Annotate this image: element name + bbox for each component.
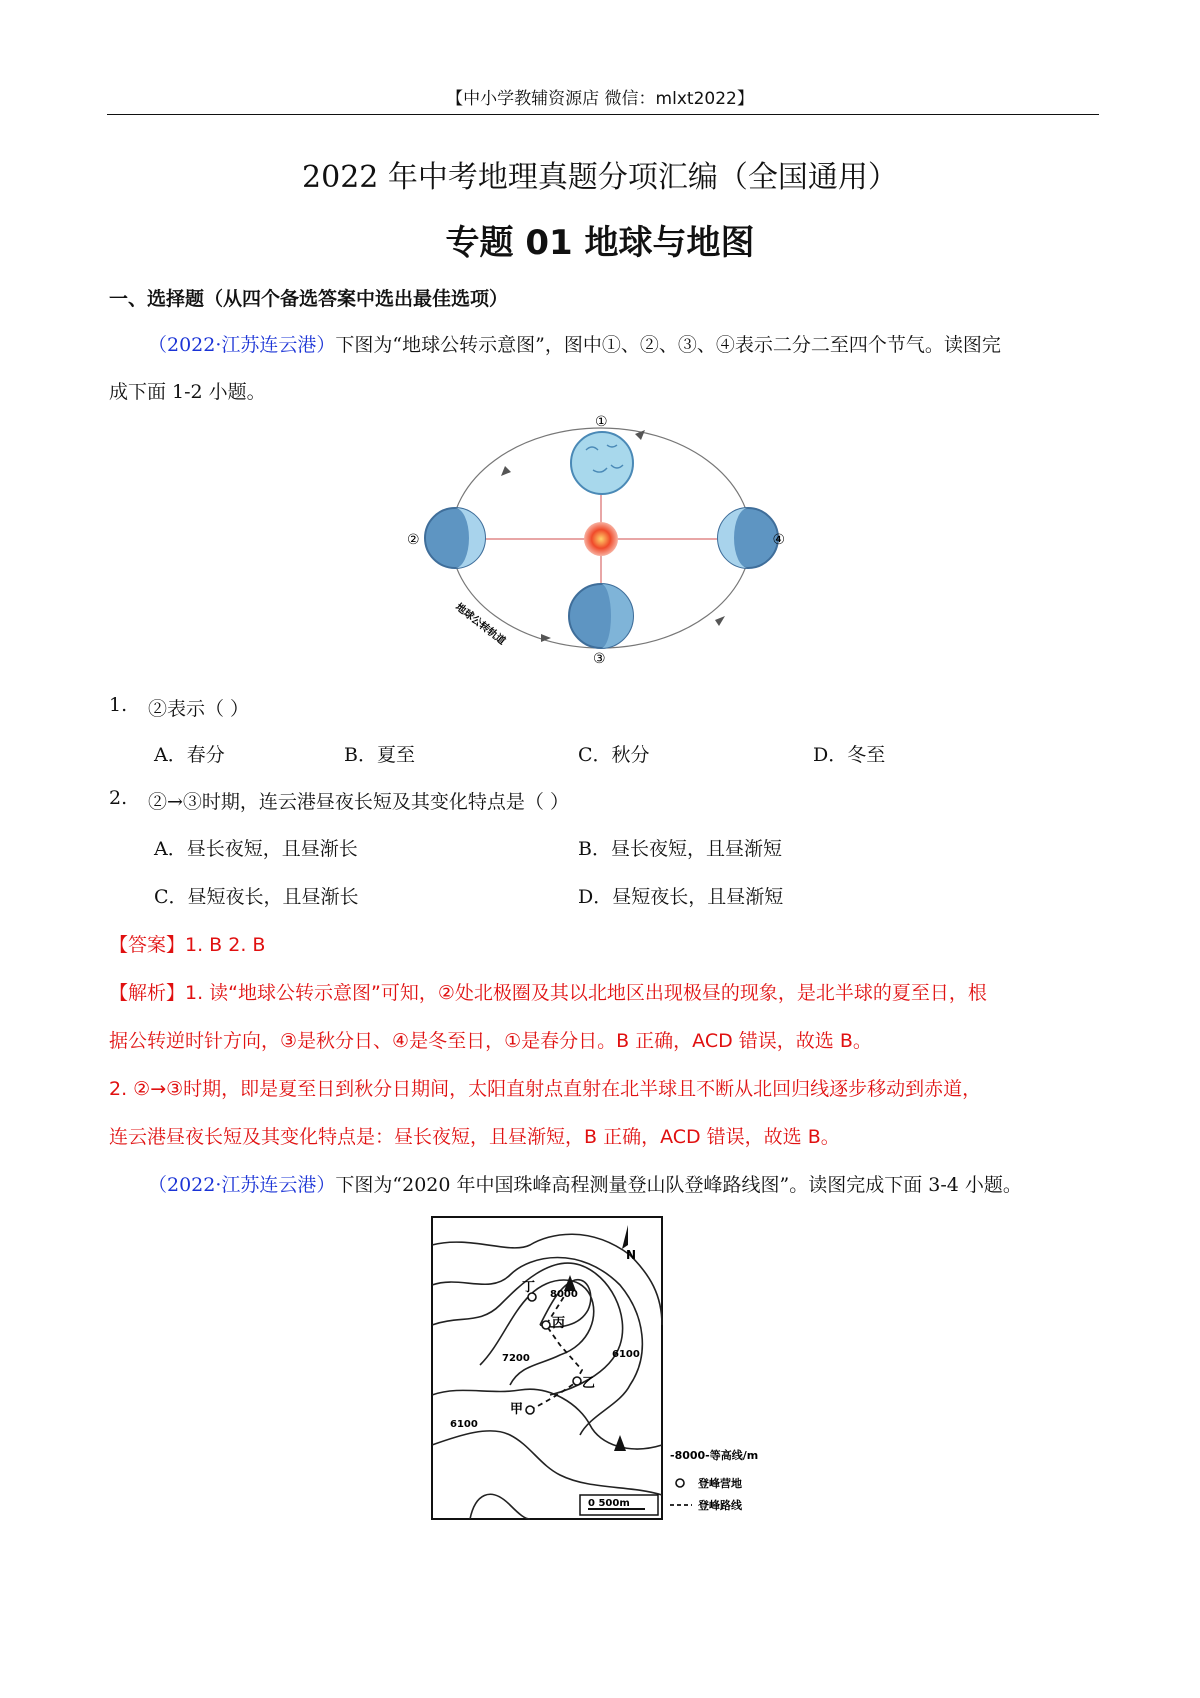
earth-label-4: ④ <box>772 532 785 548</box>
contour-label: 7200 <box>502 1353 530 1364</box>
q2-option-b: B．昼长夜短，且昼渐短 <box>578 838 782 860</box>
q1-option-c: C．秋分 <box>578 744 650 766</box>
sun-icon <box>584 522 618 556</box>
intro1-line2: 成下面 1-2 小题。 <box>109 381 266 403</box>
earth-label-1: ① <box>595 414 608 430</box>
orbit-arrow-icon <box>501 466 511 476</box>
analysis-line1 <box>109 978 987 1005</box>
legend-route: 登峰路线 <box>698 1499 742 1512</box>
svg-text:0 500m: 0 500m <box>588 1498 630 1509</box>
answer-line <box>109 930 265 957</box>
analysis-line2: 据公转逆时针方向，③是秋分日、④是冬至日，①是春分日。B 正确，ACD 错误，故选 B。 <box>109 1030 872 1052</box>
doc-subtitle: 专题 01 地球与地图 <box>445 223 755 263</box>
legend-camp: 登峰营地 <box>698 1477 742 1490</box>
analysis-line4: 连云港昼夜长短及其变化特点是：昼长夜短，且昼渐短，B 正确，ACD 错误，故选 B。 <box>109 1126 840 1148</box>
camp-label-bing: 丙 <box>552 1316 566 1331</box>
q1-number: 1. <box>109 694 128 716</box>
q2-option-d: D．昼短夜长，且昼渐短 <box>578 886 784 908</box>
contour-label: 6100 <box>612 1349 640 1360</box>
earth-label-2: ② <box>407 532 420 548</box>
answer-text: 1. B 2. B <box>185 934 266 956</box>
q2-stem: ②→③时期，连云港昼夜长短及其变化特点是（ ） <box>148 791 569 813</box>
q2-option-a: A．昼长夜短，且昼渐长 <box>154 838 358 860</box>
q1-option-b: B．夏至 <box>344 744 415 766</box>
section-heading: 一、选择题（从四个备选答案中选出最佳选项） <box>109 288 509 310</box>
camp-bing <box>542 1321 550 1329</box>
q1-option-d: D．冬至 <box>813 744 886 766</box>
camp-yi <box>573 1377 581 1385</box>
scale-bar <box>580 1495 658 1515</box>
earth-4-icon <box>718 508 778 568</box>
earth-3-icon <box>569 584 633 648</box>
orbit-arrow-icon <box>715 616 725 626</box>
intro1-source: （2022·江苏连云港） <box>148 334 336 356</box>
doc-title: 2022 年中考地理真题分项汇编（全国通用） <box>302 160 898 195</box>
earth-1-icon <box>571 432 633 494</box>
camp-label-yi: 乙 <box>582 1376 596 1391</box>
analysis-text1: 1. 读“地球公转示意图”可知，②处北极圈及其以北地区出现极昼的现象，是北半球的夏至日，根 <box>185 982 987 1004</box>
map-frame <box>432 1217 662 1519</box>
q2-option-c: C．昼短夜长，且昼渐长 <box>154 886 359 908</box>
orbit-label: 地球公转轨道 <box>453 601 508 648</box>
q1-stem: ②表示（ ） <box>148 698 250 720</box>
intro2-text: 下图为“2020 年中国珠峰高程测量登山队登峰路线图”。读图完成下面 3-4 小题。 <box>335 1174 1022 1196</box>
legend-contour: -8000-等高线/m <box>670 1449 759 1462</box>
analysis-label: 【解析】 <box>109 982 186 1004</box>
q1-option-a: A．春分 <box>154 744 225 766</box>
header-text: 【中小学教辅资源店 微信：mlxt2022】 <box>446 89 754 109</box>
header-rule <box>107 114 1099 115</box>
analysis-line3: 2. ②→③时期，即是夏至日到秋分日期间，太阳直射点直射在北半球且不断从北回归线逐步移动到赤道， <box>109 1078 982 1100</box>
earth-2-icon <box>425 508 485 568</box>
camp-jia <box>526 1406 534 1414</box>
legend-camp-icon <box>676 1479 684 1487</box>
q2-number: 2. <box>109 787 128 809</box>
contour-label: 8000 <box>550 1289 578 1300</box>
camp-label-jia: 甲 <box>510 1402 524 1417</box>
contour-label: 6100 <box>450 1419 478 1430</box>
answer-label: 【答案】 <box>109 934 186 956</box>
earth-label-3: ③ <box>593 651 606 667</box>
everest-route-map <box>430 1215 790 1525</box>
intro2-source: （2022·江苏连云港） <box>148 1174 336 1196</box>
earth-revolution-figure <box>407 414 785 667</box>
camp-label-ding: 丁 <box>522 1280 536 1295</box>
svg-text:N: N <box>626 1248 637 1262</box>
intro2-line <box>148 1170 1022 1197</box>
intro1-line1 <box>148 322 1001 369</box>
intro1-text1: 下图为“地球公转示意图”，图中①、②、③、④表示二分二至四个节气。读图完 <box>335 334 1001 356</box>
